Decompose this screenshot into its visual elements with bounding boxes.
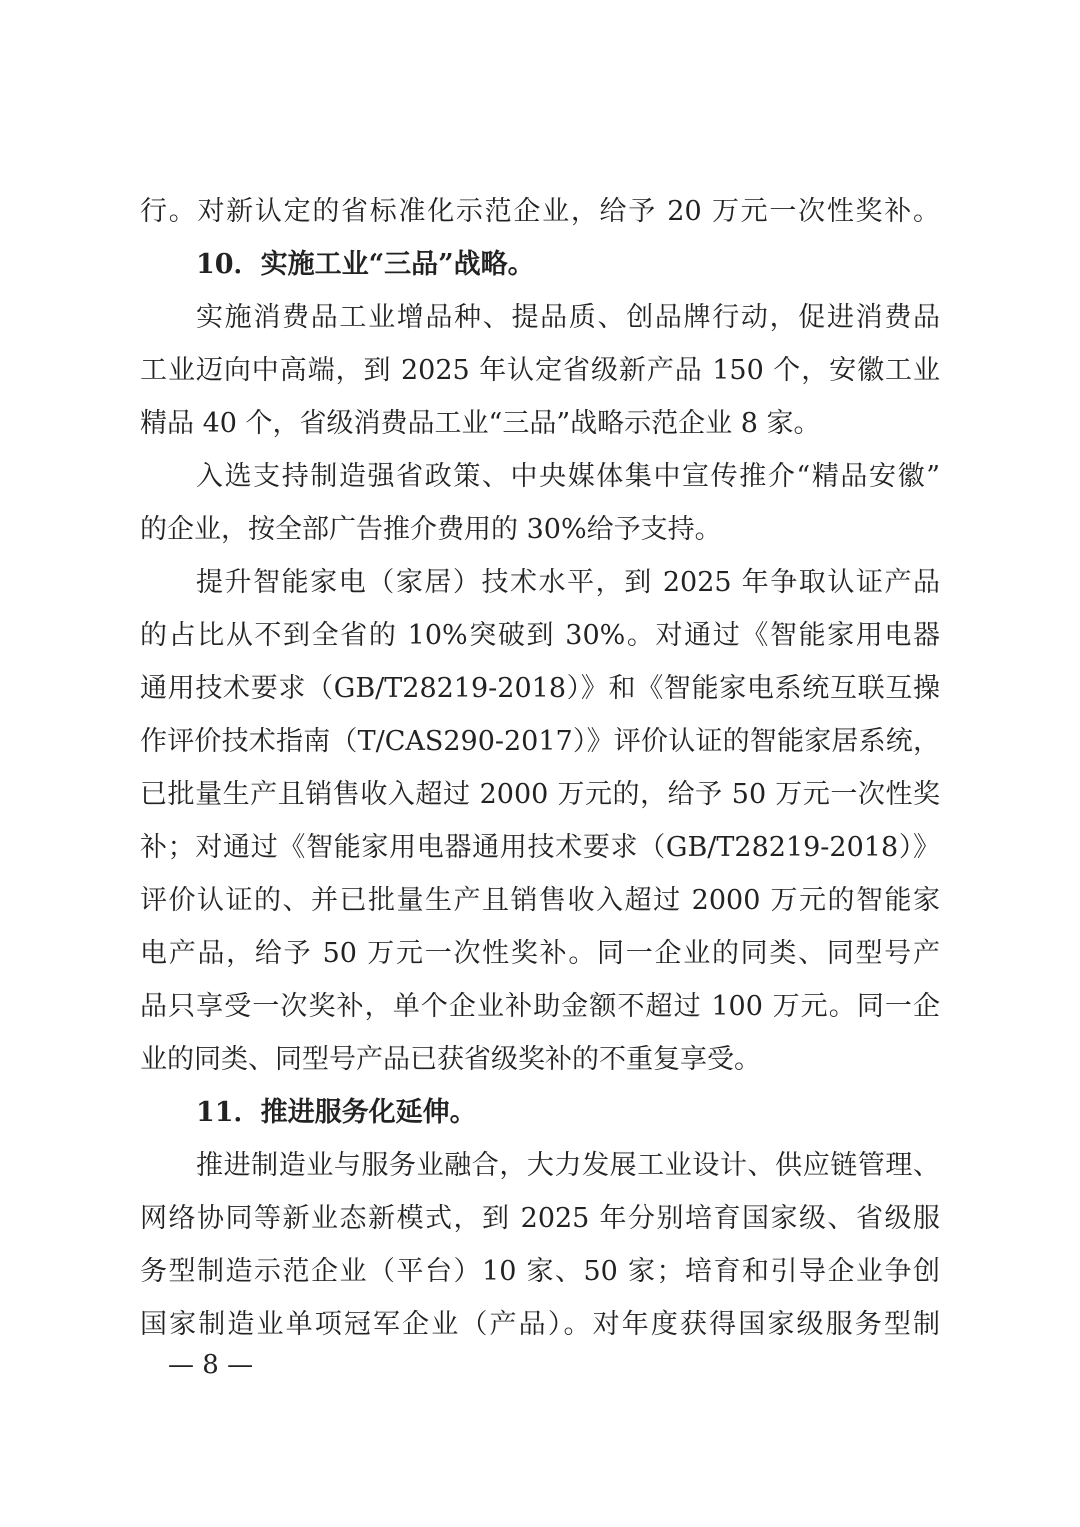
text-line: 的占比从不到全省的 10%突破到 30%。对通过《智能家用电器 bbox=[140, 620, 940, 651]
text-line: 业的同类、同型号产品已获省级奖补的不重复享受。 bbox=[140, 1044, 761, 1075]
text-line: 评价认证的、并已批量生产且销售收入超过 2000 万元的智能家 bbox=[140, 885, 940, 916]
text-line: 推进制造业与服务业融合，大力发展工业设计、供应链管理、 bbox=[196, 1150, 940, 1181]
text-line: 网络协同等新业态新模式，到 2025 年分别培育国家级、省级服 bbox=[140, 1203, 940, 1234]
text-line: 补；对通过《智能家用电器通用技术要求（GB/T28219-2018）》 bbox=[140, 832, 940, 863]
text-line: 务型制造示范企业（平台）10 家、50 家；培育和引导企业争创 bbox=[140, 1256, 940, 1287]
text-line: 精品 40 个，省级消费品工业“三品”战略示范企业 8 家。 bbox=[140, 408, 821, 439]
text-line: 国家制造业单项冠军企业（产品）。对年度获得国家级服务型制 bbox=[140, 1309, 940, 1340]
text-line: 品只享受一次奖补，单个企业补助金额不超过 100 万元。同一企 bbox=[140, 991, 940, 1022]
text-line: 电产品，给予 50 万元一次性奖补。同一企业的同类、同型号产 bbox=[140, 938, 940, 969]
text-line: 已批量生产且销售收入超过 2000 万元的，给予 50 万元一次性奖 bbox=[140, 779, 940, 810]
section-heading: 10．实施工业“三品”战略。 bbox=[196, 249, 535, 280]
text-line: 的企业，按全部广告推介费用的 30%给予支持。 bbox=[140, 514, 722, 545]
text-line: 工业迈向中高端，到 2025 年认定省级新产品 150 个，安徽工业 bbox=[140, 355, 940, 386]
text-line: 作评价技术指南（T/CAS290-2017）》评价认证的智能家居系统， bbox=[140, 726, 940, 757]
text-line: 实施消费品工业增品种、提品质、创品牌行动，促进消费品 bbox=[196, 302, 940, 333]
text-line: 行。对新认定的省标准化示范企业，给予 20 万元一次性奖补。 bbox=[140, 196, 940, 227]
text-line: 提升智能家电（家居）技术水平，到 2025 年争取认证产品 bbox=[196, 567, 940, 598]
page-number: — 8 — bbox=[168, 1350, 254, 1380]
text-line: 通用技术要求（GB/T28219-2018）》和《智能家电系统互联互操 bbox=[140, 673, 940, 704]
text-line: 入选支持制造强省政策、中央媒体集中宣传推介“精品安徽” bbox=[196, 461, 940, 492]
section-heading: 11．推进服务化延伸。 bbox=[196, 1097, 477, 1128]
